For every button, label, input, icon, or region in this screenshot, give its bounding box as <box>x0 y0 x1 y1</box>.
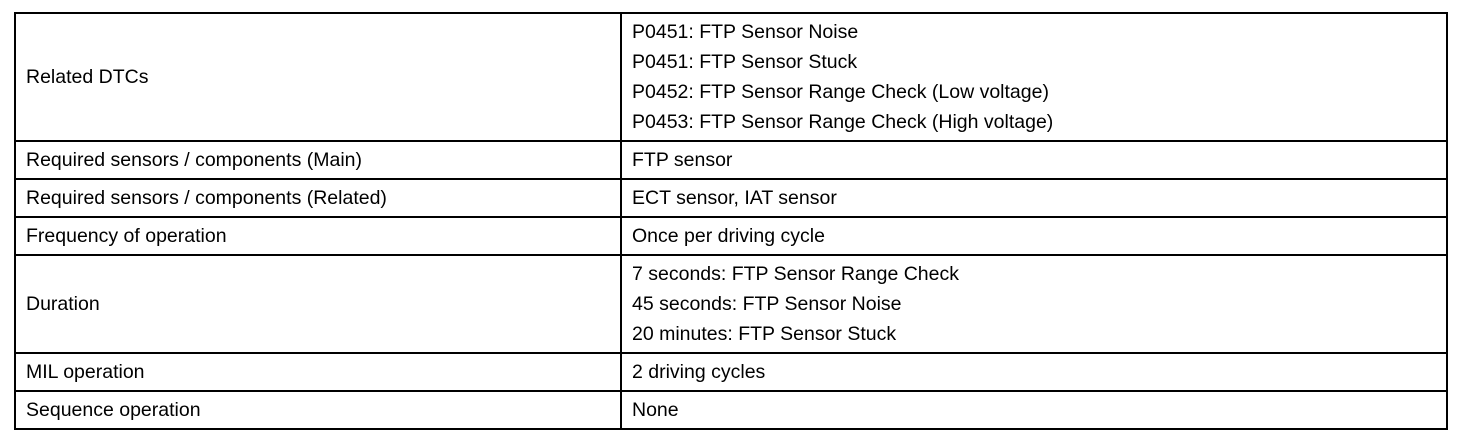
dtc-item: P0453: FTP Sensor Range Check (High voltage) <box>632 111 1054 133</box>
row-label: Sequence operation <box>15 391 621 429</box>
row-label: MIL operation <box>15 353 621 391</box>
duration-item: 45 seconds: FTP Sensor Noise <box>632 293 902 315</box>
row-value: 2 driving cycles <box>621 353 1447 391</box>
table-row-required-main <box>15 141 1447 179</box>
table-row-related-dtcs <box>15 13 1447 141</box>
row-label: Required sensors / components (Related) <box>15 179 621 217</box>
row-value: ECT sensor, IAT sensor <box>621 179 1447 217</box>
table-row-required-related <box>15 179 1447 217</box>
row-value <box>621 255 1447 353</box>
row-value: FTP sensor <box>621 141 1447 179</box>
table-row-duration <box>15 255 1447 353</box>
dtc-item: P0451: FTP Sensor Noise <box>632 21 859 43</box>
row-label: Related DTCs <box>15 13 621 141</box>
duration-item: 20 minutes: FTP Sensor Stuck <box>632 323 897 345</box>
table-row-sequence-operation <box>15 391 1447 429</box>
monitor-spec-table <box>14 12 1448 430</box>
row-label: Required sensors / components (Main) <box>15 141 621 179</box>
duration-item: 7 seconds: FTP Sensor Range Check <box>632 263 959 285</box>
row-value: None <box>621 391 1447 429</box>
table-row-frequency <box>15 217 1447 255</box>
row-label: Duration <box>15 255 621 353</box>
table-row-mil-operation <box>15 353 1447 391</box>
row-label: Frequency of operation <box>15 217 621 255</box>
row-value <box>621 13 1447 141</box>
row-value: Once per driving cycle <box>621 217 1447 255</box>
dtc-item: P0451: FTP Sensor Stuck <box>632 51 858 73</box>
dtc-item: P0452: FTP Sensor Range Check (Low voltage) <box>632 81 1049 103</box>
